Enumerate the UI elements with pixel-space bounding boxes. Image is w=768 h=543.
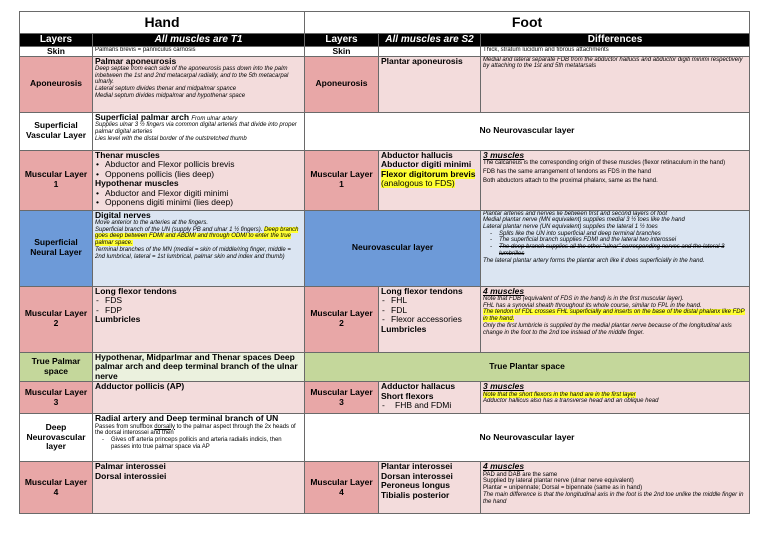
dorsally-underlined: dorsally xyxy=(154,423,175,430)
hand-layer-aponeurosis: Aponeurosis xyxy=(20,56,93,112)
foot-aponeurosis-diff: Medial and lateral separate FDB from the abductor hallucis and abductor digiti minimi respectively by attaching to the 1st and 5th metatarsals xyxy=(481,56,750,112)
fdb-analogy-note: (analogous to FDS) xyxy=(381,178,455,189)
neural-line: Move anterior to the arteries at the fingers. xyxy=(95,220,209,227)
list-item: • Opponens digiti minimi (lies deep) xyxy=(95,198,302,208)
superficial-palmar-arch-title: Superficial palmar arch xyxy=(95,112,190,122)
list-item: - FDS xyxy=(95,296,302,306)
fdb-highlight: Flexor digitorum brevis xyxy=(381,168,476,179)
long-flexor-tendons-title: Long flexor tendons xyxy=(381,286,463,296)
table-row xyxy=(20,112,750,150)
list-item: Dorsal interossiei xyxy=(95,470,167,481)
adductor-pollicis-title: Adductor pollicis (AP) xyxy=(93,382,305,414)
list-item: - FHB and FDMi xyxy=(381,401,478,411)
list-item: Palmar interossei xyxy=(95,461,166,472)
foot-neurovascular-layer: Neurovascular layer xyxy=(305,210,481,286)
table-row xyxy=(20,286,750,352)
list-item: - Flexor accessories xyxy=(381,315,478,325)
list-item: Abductor hallucis xyxy=(381,150,453,160)
muscle-count: 4 muscles xyxy=(483,461,525,472)
column-header-row xyxy=(20,34,750,47)
arch-origin-note: From ulnar artery xyxy=(191,115,238,122)
foot-layer-skin: Skin xyxy=(305,47,379,57)
foot-no-neurovascular-1: No Neurovascular layer xyxy=(305,112,750,150)
foot-muscular-1-cell xyxy=(379,150,481,210)
diff-line: FHL has a synovial sheath throughout its whole course, similar to FPL in the hand. xyxy=(483,302,702,309)
short-flexor-highlight: Note that the short flexors in the hand are in the first layer xyxy=(483,391,636,398)
hand-layer-muscular-2: Muscular Layer 2 xyxy=(20,286,93,352)
thenar-muscles-title: Thenar muscles xyxy=(95,150,160,160)
hand-layer-superficial-neural: Superficial Neural Layer xyxy=(20,210,93,286)
lumbricles-label: Lumbricles xyxy=(95,314,141,325)
hand-aponeurosis-cell xyxy=(93,56,305,112)
table-row xyxy=(20,462,750,514)
hand-layer-true-palmar: True Palmar space xyxy=(20,352,93,382)
list-item: - The superficial branch supplies FDMI and the lateral two interossei xyxy=(489,237,747,244)
foot-muscles-header: All muscles are S2 xyxy=(379,34,481,47)
hand-title: Hand xyxy=(20,12,305,34)
hand-muscular-2-cell xyxy=(93,286,305,352)
diff-line: The calcaneus is the corresponding origin of these muscles (flexor retinaculum in the hand) xyxy=(483,160,726,167)
hand-deep-neurovascular-cell xyxy=(93,414,305,462)
hand-muscular-4-cell xyxy=(93,462,305,514)
fdl-highlight: The tendon of FDL crosses FHL superficially and inserts on the base of the distal phalanx like FDP in the hand. xyxy=(483,309,745,323)
neural-line: Superficial branch of the UN (supply PB and ulnar 1 ½ fingers). xyxy=(95,226,263,233)
hand-superficial-vascular-cell xyxy=(93,112,305,150)
deep-nv-line: Passes from snuffbox xyxy=(95,423,153,430)
table-row xyxy=(20,414,750,462)
palmar-aponeurosis-title: Palmar aponeurosis xyxy=(95,56,177,66)
list-item: - Splits like the UN into superficial and deep terminal branches xyxy=(489,231,747,238)
hand-layer-muscular-3: Muscular Layer 3 xyxy=(20,382,93,414)
list-item: Adductor hallacus xyxy=(381,381,456,392)
table-row xyxy=(20,56,750,112)
diff-line: Lateral plantar nerve (UN equivalent) supplies the lateral 1 ½ toes xyxy=(483,223,658,230)
foot-muscular-1-diff xyxy=(481,150,750,210)
list-item: • Abductor and Flexor digiti minimi xyxy=(95,189,302,199)
table-row xyxy=(20,352,750,382)
list-item: - FDP xyxy=(95,306,302,316)
deep-branch-highlight: Deep branch goes deep between FDMI and ABDMI and through ODMI to enter the true palmar space. xyxy=(95,226,299,247)
lumbricles-label: Lumbricles xyxy=(381,323,427,334)
long-flexor-tendons-title: Long flexor tendons xyxy=(95,286,177,296)
hand-layer-muscular-1: Muscular Layer 1 xyxy=(20,150,93,210)
hand-skin-text: Palmaris brevis = panniculus carnosis xyxy=(93,47,305,57)
list-item: Peroneus longus xyxy=(381,480,450,491)
list-item: - The deep branch supplies all the other "ulnar" corresponding nerves and the lateral 3 lumbrilles xyxy=(489,244,747,257)
list-item: Plantar interossei xyxy=(381,461,453,472)
diff-line: Adductor hallicus also has a transverse head and an oblique head xyxy=(483,398,659,405)
aponeurosis-line: Lateral septum divides thenar and midpalmar spance xyxy=(95,86,237,93)
list-item: Short flexors xyxy=(381,390,434,401)
table-row xyxy=(20,47,750,57)
table-row xyxy=(20,150,750,210)
diff-line: FDB has the same arrangement of tendons as FDS in the hand xyxy=(483,168,652,175)
foot-layer-muscular-3: Muscular Layer 3 xyxy=(305,382,379,414)
diff-line: Plantar arteries and nerves lie between first and second layers of foot xyxy=(483,210,668,217)
plantar-aponeurosis-title: Plantar aponeurosis xyxy=(379,56,481,112)
foot-layer-muscular-1: Muscular Layer 1 xyxy=(305,150,379,210)
diff-line: The lateral plantar artery forms the plantar arch like it does superficially in the hand. xyxy=(483,257,705,264)
neural-line: Terminal branches of the MN (medial = skin of middle/ring finger, middle = 2nd lumbrical, lateral = 1st lumbrical, palmar skin and index and thumb) xyxy=(95,246,291,260)
hand-layer-muscular-4: Muscular Layer 4 xyxy=(20,462,93,514)
foot-muscular-2-diff xyxy=(481,286,750,352)
table-row xyxy=(20,382,750,414)
foot-no-neurovascular-2: No Neurovascular layer xyxy=(305,414,750,462)
list-item: Tibialis posterior xyxy=(381,489,450,500)
diff-line: Note that FDB (equivalent of FDS in the hand) is in the first muscular layer). xyxy=(483,296,684,303)
list-item: • Abductor and Flexor pollicis brevis xyxy=(95,160,302,170)
foot-muscular-3-diff xyxy=(481,382,750,414)
foot-layers-header: Layers xyxy=(305,34,379,47)
aponeurosis-line: Medial septum divides midpalmar and hypothenar space xyxy=(95,92,246,99)
diff-line: Plantar = unipennate; Dorsal = bipennate (same as in hand) xyxy=(483,485,643,492)
table-row xyxy=(20,210,750,286)
foot-muscular-2-cell xyxy=(379,286,481,352)
muscle-count: 3 muscles xyxy=(483,150,525,160)
foot-true-plantar-space: True Plantar space xyxy=(305,352,750,382)
diff-line: Both abductors attach to the proximal phalanx, same as the hand. xyxy=(483,177,658,184)
foot-muscular-4-cell xyxy=(379,462,481,514)
foot-muscular-4-diff xyxy=(481,462,750,514)
diff-line: Medial plantar nerve (MN equivalent) supplies medial 3 ½ toes like the hand xyxy=(483,217,685,224)
list-item: - FDL xyxy=(381,306,478,316)
list-item: Abductor digiti minimi xyxy=(381,159,472,170)
digital-nerves-title: Digital nerves xyxy=(95,210,151,220)
foot-differences-header: Differences xyxy=(481,34,750,47)
muscle-count: 4 muscles xyxy=(483,286,525,296)
diff-line: Supplied by lateral plantar nerve (ulnar nerve equivalent) xyxy=(483,478,634,485)
diff-line: PAD and DAB are the same xyxy=(483,471,558,478)
hand-layers-header: Layers xyxy=(20,34,93,47)
aponeurosis-line: Deep septae from each side of the aponeurosis pass down into the palm inbetween the 1st and 2nd metacarpal radially, and to the 5th metacarpal ulnarly. xyxy=(95,66,289,86)
foot-layer-aponeurosis: Aponeurosis xyxy=(305,56,379,112)
diff-line: The main difference is that the longitudinal axis in the foot is the 2nd toe unlike the middle finger in the hand xyxy=(483,492,744,505)
muscle-count: 3 muscles xyxy=(483,381,525,392)
list-item: • Opponens pollicis (lies deep) xyxy=(95,170,302,180)
radial-artery-title: Radial artery and Deep terminal branch of UN xyxy=(95,413,279,424)
hand-muscles-header: All muscles are T1 xyxy=(93,34,305,47)
foot-layer-muscular-2: Muscular Layer 2 xyxy=(305,286,379,352)
foot-skin-diff: Thick, stratum lucidum and fibrous attachments xyxy=(481,47,750,57)
foot-neurovascular-diff xyxy=(481,210,750,286)
hand-layer-superficial-vascular: Superficial Vascular Layer xyxy=(20,112,93,150)
foot-layer-muscular-4: Muscular Layer 4 xyxy=(305,462,379,514)
foot-muscular-3-cell xyxy=(379,382,481,414)
hand-foot-table xyxy=(19,11,750,514)
hand-muscular-1-cell xyxy=(93,150,305,210)
hand-layer-skin: Skin xyxy=(20,47,93,57)
list-item: Dorsan interossei xyxy=(381,470,453,481)
list-item: - Gives off arteria princeps pollicis and arteria radialis indicis, then passes into true palmar space via AP xyxy=(101,437,302,451)
list-item: - FHL xyxy=(381,296,478,306)
true-palmar-text: Hypothenar, Midparlmar and Thenar spaces Deep palmar arch and deep terminal branch of the ulnar nerve xyxy=(93,352,305,382)
hypothenar-muscles-title: Hypothenar muscles xyxy=(95,178,179,189)
foot-title: Foot xyxy=(305,12,750,34)
hand-superficial-neural-cell xyxy=(93,210,305,286)
deep-nv-line: to the palmar aspect through the 2x heads of the dorsal interossei and then xyxy=(95,423,296,437)
hand-layer-deep-neurovascular: Deep Neurovascular layer xyxy=(20,414,93,462)
diff-line: Only the first lumbricle is supplied by the medial plantar nerve because of the longitudinal axis change in the foot to the 2nd toe instead of the middle finger. xyxy=(483,322,732,336)
vascular-line: Lies level with the distal border of the outstretched thumb xyxy=(95,135,247,142)
vascular-line: Supplies ulnar 3 ½ fingers via common digital arteries that divide into proper palmar digital arteries xyxy=(95,122,297,135)
